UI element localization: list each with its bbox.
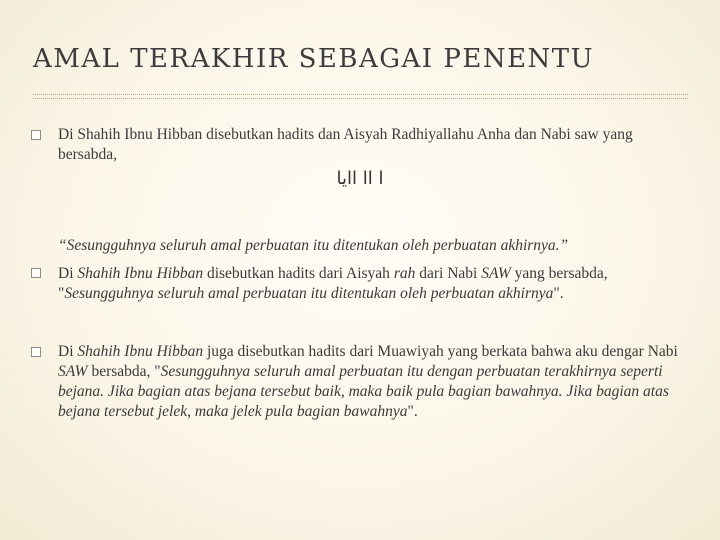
arabic-text: ا اا اايا: [336, 168, 384, 189]
text-segment: Di: [58, 265, 78, 282]
title-divider-bottom: [33, 98, 688, 99]
source-name: Shahih Ibnu Hibban: [77, 343, 204, 360]
hadith-quote: Sesungguhnya seluruh amal perbuatan itu dengan perbuatan terakhirnya seperti bejana. Jika bagian atas bejana tersebut baik, maka baik pula bagian bawahnya. Jika bagian atas bejana tersebut jelek, maka jelek pula bagian bawahnya: [58, 363, 669, 420]
text-segment: bersabda, ": [87, 363, 161, 380]
text-segment: ".: [553, 285, 564, 302]
hadith-quote: Sesungguhnya seluruh amal perbuatan itu ditentukan oleh perbuatan akhirnya: [64, 285, 554, 302]
slide-title: AMAL TERAKHIR SEBAGAI PENENTU: [33, 44, 595, 74]
honorific: SAW: [481, 265, 511, 282]
honorific: SAW: [58, 363, 88, 380]
text-segment: disebutkan hadits dari Aisyah: [203, 265, 394, 282]
honorific: rah: [393, 265, 416, 282]
text-segment: dari Nabi: [415, 265, 482, 282]
bullet-box-icon: [31, 268, 41, 278]
bullet-text-2: [58, 264, 694, 304]
bullet-box-icon: [31, 130, 41, 140]
bullet-box-icon: [31, 347, 41, 357]
text-segment: Di: [58, 343, 78, 360]
quote-text: “Sesungguhnya seluruh amal perbuatan itu ditentukan oleh perbuatan akhirnya.”: [58, 237, 569, 254]
text-segment: ".: [407, 403, 418, 420]
bullet-text-3: [58, 342, 694, 422]
title-divider-top: [33, 94, 688, 95]
bullet-text-1: Di Shahih Ibnu Hibban disebutkan hadits dan Aisyah Radhiyallahu Anha dan Nabi saw yang bersabda,: [58, 126, 633, 163]
text-segment: juga disebutkan hadits dari Muawiyah yang berkata bahwa aku dengar Nabi: [203, 343, 678, 360]
source-name: Shahih Ibnu Hibban: [77, 265, 204, 282]
text-segment: yang bersabda, ": [58, 265, 608, 302]
